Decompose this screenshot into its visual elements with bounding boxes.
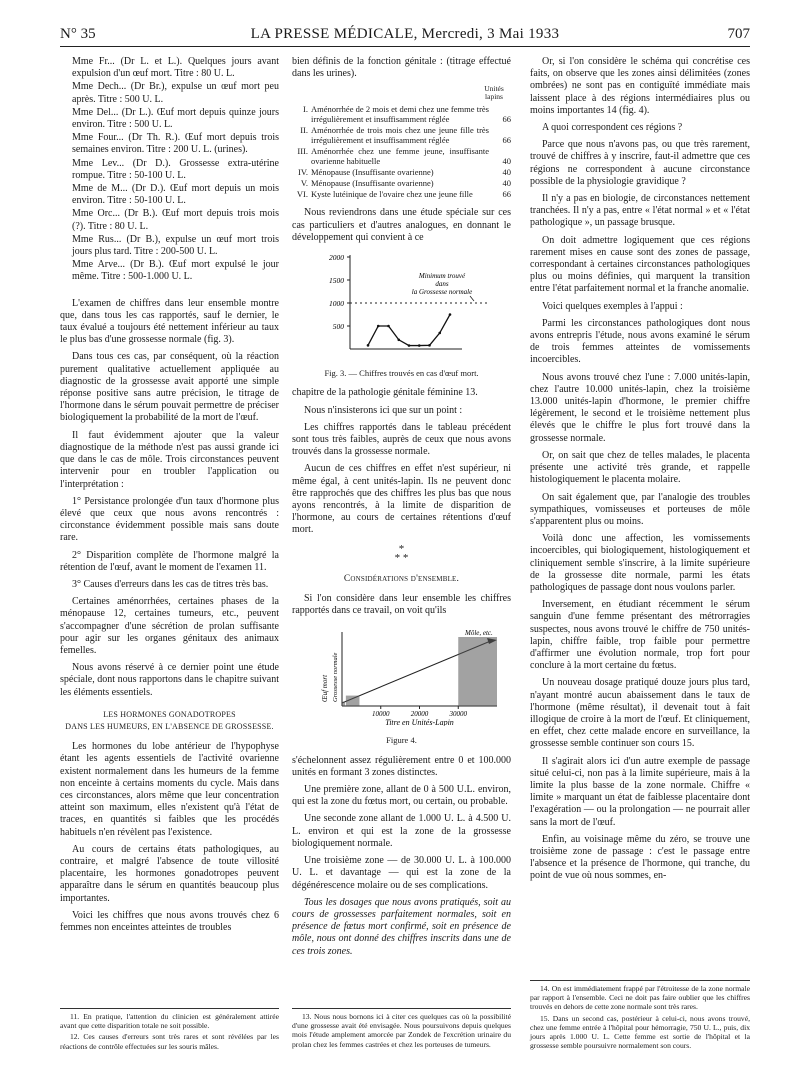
fig4-zone-label: Môle, etc. — [465, 629, 493, 638]
case-item: Mme de M... (Dr D.). Œuf mort depuis un mois environ. Titre : 50-100 U. L. — [72, 183, 279, 207]
table-row — [292, 146, 511, 166]
paragraph: Une troisième zone — de 30.000 U. L. à 100.000 U. L. et davantage — qui est la zone de la dégénérescence molaire ou de ses complications. — [292, 855, 511, 891]
column-left — [60, 56, 279, 939]
case-item: Mme Orc... (Dr B.). Œuf mort depuis trois mois (?). Titre : 80 U. L. — [72, 208, 279, 232]
fig3-data-point — [377, 325, 380, 328]
paragraph: Voici les chiffres que nous avons trouvés chez 6 femmes non enceintes atteintes de troubles — [60, 909, 279, 933]
figure-3 — [292, 249, 511, 363]
fig3-y-tick-label: 2000 — [329, 253, 344, 263]
fig4-zone-2 — [458, 637, 497, 706]
paragraph: Tous les dosages que nous avons pratiqués, soit au cours de grossesses parfaitement normales, soit en présence de fœtus mort confirmé, soit en présence de môle, nous ont donné des chiffres inscrits dans une de ces trois zones. — [292, 896, 511, 957]
paragraph: Parce que nous n'avons pas, ou que très rarement, trouvé de chiffres à y inscrire, faut-il admettre que ces régions ne correspondent à aucune circonstance possible de la physiologie gravidique ? — [530, 139, 750, 187]
footnote-rule — [530, 980, 750, 981]
paragraph: Une première zone, allant de 0 à 500 U.L. environ, qui est la zone du fœtus mort, ou certain, ou probable. — [292, 784, 511, 808]
issue-number: N° 35 — [60, 26, 96, 42]
row-number: III. — [297, 146, 308, 157]
paragraph: chapitre de la pathologie génitale féminine 13. — [292, 387, 478, 399]
footnotes-left — [60, 1012, 279, 1053]
footnotes-middle — [292, 1012, 511, 1051]
row-value: 66 — [502, 189, 511, 200]
fig3-chart — [292, 249, 511, 359]
paragraph: Au cours de certains états pathologiques, au contraire, et malgré l'absence de toute villosité placentaire, les hormones gonadotropes peuvent apparaître dans le sérum en quantités beaucoup plus importantes. — [60, 843, 279, 904]
paragraph: Voici quelques exemples à l'appui : — [542, 300, 683, 312]
table-row — [292, 104, 511, 124]
table-row — [292, 178, 511, 188]
row-text: Kyste lutéinique de l'ovaire chez une jeune fille — [311, 189, 473, 200]
row-text: Aménorrhée de 2 mois et demi chez une femme très irrégulièrement et insuffisamment réglée — [311, 104, 489, 125]
table-body — [292, 104, 511, 199]
paragraph: Dans tous ces cas, par conséquent, où la réaction purement qualitative actuellement appliquée au diagnostic de la grossesse avait apporté une simple réponse positive sans autre précision, le titrage de l'hormone dans le sérum pouvait permettre de préciser biologiquement la probabilité de la mort de l'œuf. — [60, 351, 279, 424]
section-subtitle-line2: DANS LES HUMEURS, EN L'ABSENCE DE GROSSESSE. — [65, 721, 274, 731]
fig3-data-point — [408, 344, 411, 347]
footnote: 13. Nous nous bornons ici à citer ces quelques cas où la possibilité d'une grossesse avait été envisagée. Nous poursuivons depuis quelques mois l'étude amplement amorcée par Zondek de l'excrétion urinaire du prolan chez les femmes castrées et chez les porteuses de tumeurs. — [292, 1012, 511, 1049]
paragraph: A quoi correspondent ces régions ? — [542, 122, 683, 134]
row-text: Ménopause (Insuffisante ovarienne) — [311, 178, 434, 189]
case-item: Mme Fr... (Dr L. et L.). Quelques jours avant expulsion d'un œuf mort. Titre : 80 U. L. — [72, 56, 279, 80]
paragraph: Inversement, en étudiant récemment le sérum sanguin d'une femme présentant des métrorragies suspectes, nous avons trouvé le chiffre de 750 unités-lapin, chiffre faible, trop faible pour permettre d'affirmer une évolution normale, trop fort pour conclure à la mort certaine du fœtus. — [530, 599, 750, 672]
paragraph: Parmi les circonstances pathologiques dont nous avons entrepris l'étude, nous avons examiné le sérum de trois femmes atteintes de vomissements incoercibles. — [530, 317, 750, 366]
fig3-data-point — [418, 344, 421, 347]
fig4-zone-1 — [346, 696, 360, 706]
column-middle — [292, 56, 511, 963]
paragraph: s'échelonnent assez régulièrement entre 0 et 100.000 unités en formant 3 zones distinctes. — [292, 754, 511, 778]
paragraph: Les hormones du lobe antérieur de l'hypophyse étant les agents essentiels de l'activité ovarienne existent normalement dans les humeurs de la femme non enceinte à certains moments du cycle. Mais dans ces circonstances, alors même que leur concentration atteint son maximum, elles n'existent qu'à l'état de traces, en quantités si faibles que les procédés habituels n'en révèlent pas l'existence. — [60, 741, 279, 838]
paragraph: bien définis de la fonction génitale : (titrage effectué dans les urines). — [292, 56, 511, 80]
fig3-note: dans — [435, 280, 449, 289]
fig4-x-tick-label: 10000 — [372, 710, 390, 719]
row-number: VI. — [296, 189, 308, 200]
row-value: 66 — [502, 114, 511, 125]
paragraph: 3° Causes d'erreurs dans les cas de titres très bas. — [72, 578, 269, 590]
table-row — [292, 125, 511, 145]
row-text: Aménorrhée de trois mois chez une jeune fille très irrégulièrement et insuffisamment réglée — [311, 125, 489, 146]
paragraph: L'examen de chiffres dans leur ensemble montre que, dans tous les cas rapportés, sauf le dernier, le taux évalué a toujours été nettement inférieur au taux le plus bas d'une grossesse normale (fig. 3). — [60, 297, 279, 346]
fig4-zone-label: Grossesse normale — [332, 652, 339, 703]
fig3-caption: Fig. 3. — Chiffres trouvés en cas d'œuf mort. — [324, 368, 479, 379]
paragraph: Or, on sait que chez de telles malades, le placenta présente une activité très grande, et rappelle histologiquement le placenta molaire. — [530, 449, 750, 486]
amenorrhea-table — [292, 85, 511, 199]
page-number: 707 — [727, 26, 750, 42]
header-rule — [60, 46, 750, 47]
fig3-note-pointer — [470, 296, 474, 301]
paragraph: Un nouveau dosage pratiqué douze jours plus tard, n'ayant montré aucun abaissement dans le taux de l'hormone (même résultat), il devenait tout à fait illogique de croire à la mort de l'œuf. Et cliniquement, en effet, chez cette malade encore en surveillance, la grossesse semble continuer son cours 15. — [530, 677, 750, 750]
figure-4 — [292, 622, 511, 730]
table-row — [292, 189, 511, 199]
row-number: V. — [300, 178, 308, 189]
row-value: 40 — [502, 178, 511, 189]
fig3-series-line — [368, 315, 450, 346]
paragraph: Il n'y a pas en biologie, de circonstances nettement tranchées. Il n'y a pas, entre « l'état normal » et « l'état pathologique », un passage brusque. — [530, 193, 750, 229]
section-subtitle: Considérations d'ensemble. — [343, 573, 460, 584]
fig3-note: Minimum trouvé — [418, 272, 466, 281]
paragraph: On sait également que, par l'analogie des troubles sympathiques, vomisseuses et porteuses de môle s'apparentent plus ou moins. — [530, 491, 750, 527]
running-header — [60, 26, 750, 48]
paragraph: Aucun de ces chiffres en effet n'est supérieur, ni même égal, à cent unités-lapin. Ils ne peuvent donc être rapprochés que des chiffres les plus bas que nous ayons rencontrés, à la limite de disparition de l'hormone, au cours de certaines rétentions d'œuf mort. — [292, 463, 511, 536]
journal-title: LA PRESSE MÉDICALE, Mercredi, 3 Mai 1933 — [250, 26, 560, 42]
row-text: Ménopause (Insuffisante ovarienne) — [311, 167, 434, 178]
fig4-x-axis-label: Titre en Unités-Lapin — [385, 718, 454, 727]
paragraph: Voilà donc une affection, les vomissements incoercibles, qui biologiquement, histologiquement et cliniquement semble s'inscrire, à la limite supérieure de la grossesse dite normale, parmi les états pathologiques de passage dont nous voulons parler. — [530, 533, 750, 593]
fig4-chart — [292, 622, 511, 726]
fig3-data-point — [387, 325, 390, 328]
fig3-data-point — [397, 339, 400, 342]
footnote: 11. En pratique, l'attention du clinicien est généralement attirée avant que cette disparition totale ne soit possible. — [60, 1012, 279, 1031]
section-subtitle-line1: LES HORMONES GONADOTROPES — [103, 709, 236, 719]
row-number: II. — [300, 125, 308, 136]
fig3-data-point — [438, 332, 441, 335]
fig4-zone-0 — [342, 702, 345, 706]
section-stars: * * * — [394, 542, 409, 564]
row-text: Aménorrhée chez une femme jeune, insuffisante ovarienne habituelle — [311, 146, 489, 167]
row-value: 40 — [502, 156, 511, 167]
fig3-data-point — [449, 313, 452, 316]
row-value: 66 — [502, 135, 511, 146]
fig4-zone-label: Œuf mort — [321, 675, 329, 703]
section-subtitle — [60, 709, 279, 733]
fig4-caption: Figure 4. — [386, 735, 417, 746]
case-item: Mme Del... (Dr L.). Œuf mort depuis quinze jours environ. Titre : 500 U. L. — [72, 106, 279, 131]
paragraph: 1° Persistance prolongée d'un taux d'hormone plus élevé que ceux que nous avons rencontrés : circonstance évidemment possible mais sans doute rare. — [60, 495, 279, 544]
paragraph: Il s'agirait alors ici d'un autre exemple de passage situé celui-ci, non pas à la limite supérieure, mais à la limite la plus basse de la zone normale. Chiffre « limite » marquant un état de faiblesse placentaire dont l'exagération — ou la prolongation — ne pourrait aller sans la mort de l'œuf. — [530, 755, 750, 828]
case-item: Mme Arve... (Dr B.). Œuf mort expulsé le jour même. Titre : 500-1.000 U. L. — [72, 259, 279, 283]
column-right — [530, 56, 750, 888]
row-number: I. — [303, 104, 308, 115]
footnote: 12. Ces causes d'erreurs sont très rares et sont révélées par les réactions de contrôle effectuées sur les souris mâles. — [60, 1032, 279, 1051]
paragraph: Si l'on considère dans leur ensemble les chiffres rapportés dans ce travail, on voit qu'ils — [292, 592, 511, 617]
paragraph: Nous reviendrons dans une étude spéciale sur ces cas particuliers et d'autres analogues, en donnant le développement qui convient à ce — [292, 207, 511, 243]
fig3-data-point — [367, 344, 370, 347]
case-item: Mme Lev... (Dr D.). Grossesse extra-utérine rompue. Titre : 50-100 U. L. — [72, 157, 279, 181]
paragraph: Enfin, au voisinage même du zéro, se trouve une troisième zone de passage : c'est le passage entre l'absence et la présence de l'hormone, qui tranche, du point de vue où nous sommes, en- — [530, 833, 750, 882]
table-row — [292, 167, 511, 177]
paragraph: Nous avons réservé à ce dernier point une étude spéciale, dont nous rapportons dans le chapitre suivant les éléments essentiels. — [60, 662, 279, 698]
case-item: Mme Dech... (Dr Br.), expulse un œuf mort peu après. Titre : 500 U. L. — [72, 81, 279, 105]
table-unit-header: Unités lapins — [484, 84, 504, 102]
footnote: 15. Dans un second cas, postérieur à celui-ci, nous avons trouvé, chez une femme entrée à l'hôpital pour hémorragie, 750 U. L., puis, dix jours après 1.000 U. L. Cette femme est sortie de l'hôpital et la grossesse semble poursuivre normalement son cours. — [530, 1013, 750, 1051]
fig4-x-tick-label: 30000 — [449, 710, 467, 719]
fig3-y-tick-label: 1500 — [329, 276, 344, 286]
fig4-x-tick-label: 20000 — [410, 710, 429, 719]
row-number: IV. — [298, 167, 308, 178]
paragraph: Les chiffres rapportés dans le tableau précédent sont tous très faibles, auprès de ceux que nous avons trouvés dans la grossesse normale. — [292, 421, 511, 458]
footnote: 14. On est immédiatement frappé par l'étroitesse de la zone normale par rapport à l'ensemble. Ceci ne doit pas faire oublier que les chiffres trouvés en dehors de cette zone normale sont très rares. — [530, 984, 750, 1012]
paragraph: On doit admettre logiquement que ces régions rarement mises en cause sont des zones de passage, correspondant à certaines circonstances pathologiques plus ou moins définies, qui marquent la transition entre l'état parfaitement normal et la franche anomalie. — [530, 234, 750, 295]
footnote-rule — [292, 1008, 511, 1009]
paragraph: Une seconde zone allant de 1.000 U. L. à 4.500 U. L. environ et qui est la zone de la grossesse biologiquement normale. — [292, 813, 511, 849]
row-value: 40 — [502, 167, 511, 178]
paragraph: Or, si l'on considère le schéma qui concrétise ces faits, on observe que les zones ainsi délimitées (zones ombrées) ne sont pas en contiguïté immédiate mais laissent place à des régions intermédiaires plus ou moins importantes 14 (fig. 4). — [530, 56, 750, 116]
paragraph: Nous n'insisterons ici que sur un point : — [304, 404, 463, 416]
case-item: Mme Rus... (Dr B.), expulse un œuf mort trois jours plus tard. Titre : 200-500 U. L. — [72, 233, 279, 258]
footnotes-right — [530, 984, 750, 1052]
fig3-y-tick-label: 1000 — [329, 299, 344, 309]
paragraph: Certaines aménorrhées, certaines phases de la ménopause 12, certaines tumeurs, etc., peuvent s'accompagner d'une sécrétion de prolan suffisante pour agir sur les organes génitaux des animaux femelles. — [60, 596, 279, 656]
fig3-y-tick-label: 500 — [332, 322, 344, 332]
footnote-rule — [60, 1008, 279, 1009]
paragraph: Il faut évidemment ajouter que la valeur diagnostique de la méthode n'est pas aussi grande ici que dans le cas de môle. Trois circonstances peuvent intervenir pour en troubler l'application ou l'interprétation : — [60, 429, 279, 490]
case-item: Mme Four... (Dr Th. R.). Œuf mort depuis trois semaines environ. Titre : 200 U. L. (urines). — [72, 132, 279, 156]
paragraph: Nous avons trouvé chez l'une : 7.000 unités-lapin, chez l'autre 10.000 unités-lapin, chez la troisième 13.000 unités-lapin d'hormone, le premier chiffre légèrement, le second et le troisième nettement plus élevés que le chiffre le plus fort trouvé dans la grossesse normale. — [530, 371, 750, 444]
paragraph: 2° Disparition complète de l'hormone malgré la rétention de l'œuf, avant le moment de l'examen 11. — [60, 549, 279, 573]
fig3-note: la Grossesse normale — [411, 288, 473, 297]
fig3-data-point — [428, 344, 431, 347]
